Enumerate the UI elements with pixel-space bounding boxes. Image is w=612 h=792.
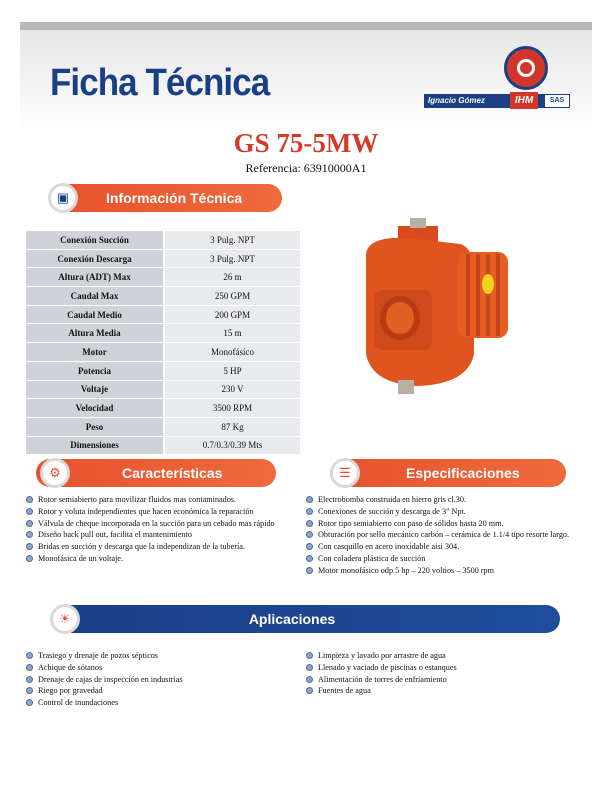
bullet-icon xyxy=(26,687,33,694)
spec-value: 26 m xyxy=(164,268,300,287)
list-item xyxy=(26,553,306,565)
bullet-icon xyxy=(306,520,313,527)
spec-value: 3 Pulg. NPT xyxy=(164,249,300,268)
logo-name: Ignacio Gómez xyxy=(424,94,544,108)
list-item xyxy=(306,529,578,541)
list-item-text: Bridas en succión y descarga que la independizan de la tubería. xyxy=(38,542,245,552)
list-item-text: Diseño back pull out, facilita el mantenimiento xyxy=(38,530,192,540)
list-item xyxy=(26,518,306,530)
spec-value: 3 Pulg. NPT xyxy=(164,231,300,249)
list-item-text: Rotor tipo semiabierto con paso de sólidos hasta 20 mm. xyxy=(318,518,504,528)
list-item-text: Trasiego y drenaje de pozos sépticos xyxy=(38,651,158,660)
spec-value: 87 Kg xyxy=(164,417,300,436)
specs-band xyxy=(330,459,566,487)
list-item xyxy=(26,494,306,506)
features-band xyxy=(36,459,276,487)
bullet-icon xyxy=(26,496,33,503)
spec-value: 200 GPM xyxy=(164,305,300,324)
document-icon: ☰ xyxy=(330,458,360,488)
list-item xyxy=(306,565,578,577)
technical-info-band xyxy=(56,184,282,212)
list-item-text: Riego por gravedad xyxy=(38,686,103,696)
logo-mark-icon xyxy=(504,46,548,90)
list-item-text: Fuentes de agua xyxy=(318,686,371,696)
list-item-text: Alimentación de torres de enfriamiento xyxy=(318,674,447,684)
spec-key: Altura Media xyxy=(26,324,164,343)
bullet-icon xyxy=(26,531,33,538)
table-row xyxy=(26,287,300,306)
bullet-icon xyxy=(26,555,33,562)
list-item xyxy=(306,494,578,506)
list-item xyxy=(26,506,306,518)
gears-icon: ⚙ xyxy=(40,458,70,488)
applications-heading: Aplicaciones xyxy=(248,611,336,627)
bullet-icon xyxy=(26,699,33,706)
bullet-icon xyxy=(26,664,33,671)
bullet-icon xyxy=(306,555,313,562)
list-item-text: Con coladera plástica de succión xyxy=(318,553,426,563)
bullet-icon xyxy=(26,543,33,550)
applications-band xyxy=(54,605,560,633)
spec-value: 3500 RPM xyxy=(164,399,300,418)
list-item xyxy=(26,685,296,697)
table-row xyxy=(26,324,300,343)
bullet-icon xyxy=(306,652,313,659)
spec-key: Caudal Max xyxy=(26,287,164,306)
spec-value: 230 V xyxy=(164,380,300,399)
spec-key: Potencia xyxy=(26,361,164,380)
spec-value: 250 GPM xyxy=(164,287,300,306)
table-row xyxy=(26,417,300,436)
spec-value: Monofásico xyxy=(164,343,300,362)
specs-heading: Especificaciones xyxy=(406,465,520,481)
features-list xyxy=(26,494,306,565)
pump-image xyxy=(348,214,512,398)
page-title: Ficha Técnica xyxy=(50,62,270,104)
product-model: GS 75-5MW xyxy=(233,128,379,158)
bullet-icon xyxy=(26,676,33,683)
spec-value: 15 m xyxy=(164,324,300,343)
company-logo xyxy=(424,40,574,110)
list-item-text: Conexiones de succión y descarga de 3" Npt. xyxy=(318,506,466,516)
list-item-text: Limpieza y lavado por arrastre de agua xyxy=(318,651,446,660)
top-bar xyxy=(20,22,592,30)
spec-key: Peso xyxy=(26,417,164,436)
list-item xyxy=(306,518,578,530)
spec-key: Motor xyxy=(26,343,164,362)
list-item xyxy=(306,506,578,518)
list-item-text: Llenado y vaciado de piscinas o estanques xyxy=(318,662,457,672)
bullet-icon xyxy=(306,496,313,503)
bullet-icon xyxy=(306,531,313,538)
list-item-text: Válvula de cheque incorporada en la succión para un cebado mas rápido xyxy=(38,518,275,528)
spec-value: 0.7/0.3/0.39 Mts xyxy=(164,436,300,455)
logo-sas: SAS xyxy=(544,94,570,108)
list-item-text: Obturación por sello mecánico carbón – cerámica de 1.1/4 tipo resorte largo. xyxy=(318,530,570,540)
list-item-text: Control de inundaciones xyxy=(38,698,119,708)
list-item xyxy=(306,541,578,553)
specs-list xyxy=(306,494,578,577)
table-row xyxy=(26,399,300,418)
technical-table xyxy=(26,231,300,455)
list-item-text: Monofásica de un voltaje. xyxy=(38,553,124,563)
spec-key: Velocidad xyxy=(26,399,164,418)
sun-icon: ☀ xyxy=(50,604,80,634)
bullet-icon xyxy=(306,664,313,671)
logo-ihm: IHM xyxy=(510,92,538,109)
list-item xyxy=(26,650,296,662)
bullet-icon xyxy=(26,520,33,527)
list-item xyxy=(26,662,296,674)
spec-key: Dimensiones xyxy=(26,436,164,455)
list-item xyxy=(26,529,306,541)
bullet-icon xyxy=(306,508,313,515)
list-item xyxy=(306,553,578,565)
list-item xyxy=(306,650,566,662)
list-item xyxy=(306,674,566,686)
table-row xyxy=(26,380,300,399)
list-item xyxy=(26,674,296,686)
applications-list-left xyxy=(26,650,296,709)
spec-key: Voltaje xyxy=(26,380,164,399)
applications-list-right xyxy=(306,650,566,697)
bullet-icon xyxy=(26,652,33,659)
list-item-text: Rotor y voluta independientes que hacen económica la reparación xyxy=(38,506,254,516)
bullet-icon xyxy=(306,567,313,574)
spec-key: Conexión Succión xyxy=(26,231,164,249)
table-row xyxy=(26,231,300,249)
list-item-text: Motor monofásico odp 5 hp – 220 voltios – 3500 rpm xyxy=(318,565,495,575)
spec-value: 5 HP xyxy=(164,361,300,380)
list-item-text: Electrobomba construida en hierro gris cl.30. xyxy=(318,495,467,504)
bullet-icon xyxy=(306,543,313,550)
table-row xyxy=(26,305,300,324)
spec-key: Altura (ADT) Max xyxy=(26,268,164,287)
list-item xyxy=(26,541,306,553)
table-row xyxy=(26,268,300,287)
table-row xyxy=(26,343,300,362)
bullet-icon xyxy=(306,676,313,683)
list-item xyxy=(306,662,566,674)
list-item xyxy=(26,697,296,709)
list-item-text: Rotor semiabierto para movilizar fluidos mas contaminados. xyxy=(38,495,237,504)
bullet-icon xyxy=(26,508,33,515)
spec-key: Conexión Descarga xyxy=(26,249,164,268)
product-reference: Referencia: 63910000A1 xyxy=(245,161,367,175)
table-row xyxy=(26,436,300,455)
features-heading: Características xyxy=(122,465,223,481)
list-item-text: Drenaje de cajas de inspección en industrias xyxy=(38,674,183,684)
spec-key: Caudal Medio xyxy=(26,305,164,324)
pump-icon: ▣ xyxy=(48,183,78,213)
list-item-text: Con casquillo en acero inoxidable aisi 304. xyxy=(318,542,460,552)
list-item xyxy=(306,685,566,697)
technical-info-heading: Información Técnica xyxy=(106,190,243,206)
table-row xyxy=(26,249,300,268)
bullet-icon xyxy=(306,687,313,694)
list-item-text: Achique de sótanos xyxy=(38,662,103,672)
table-row xyxy=(26,361,300,380)
